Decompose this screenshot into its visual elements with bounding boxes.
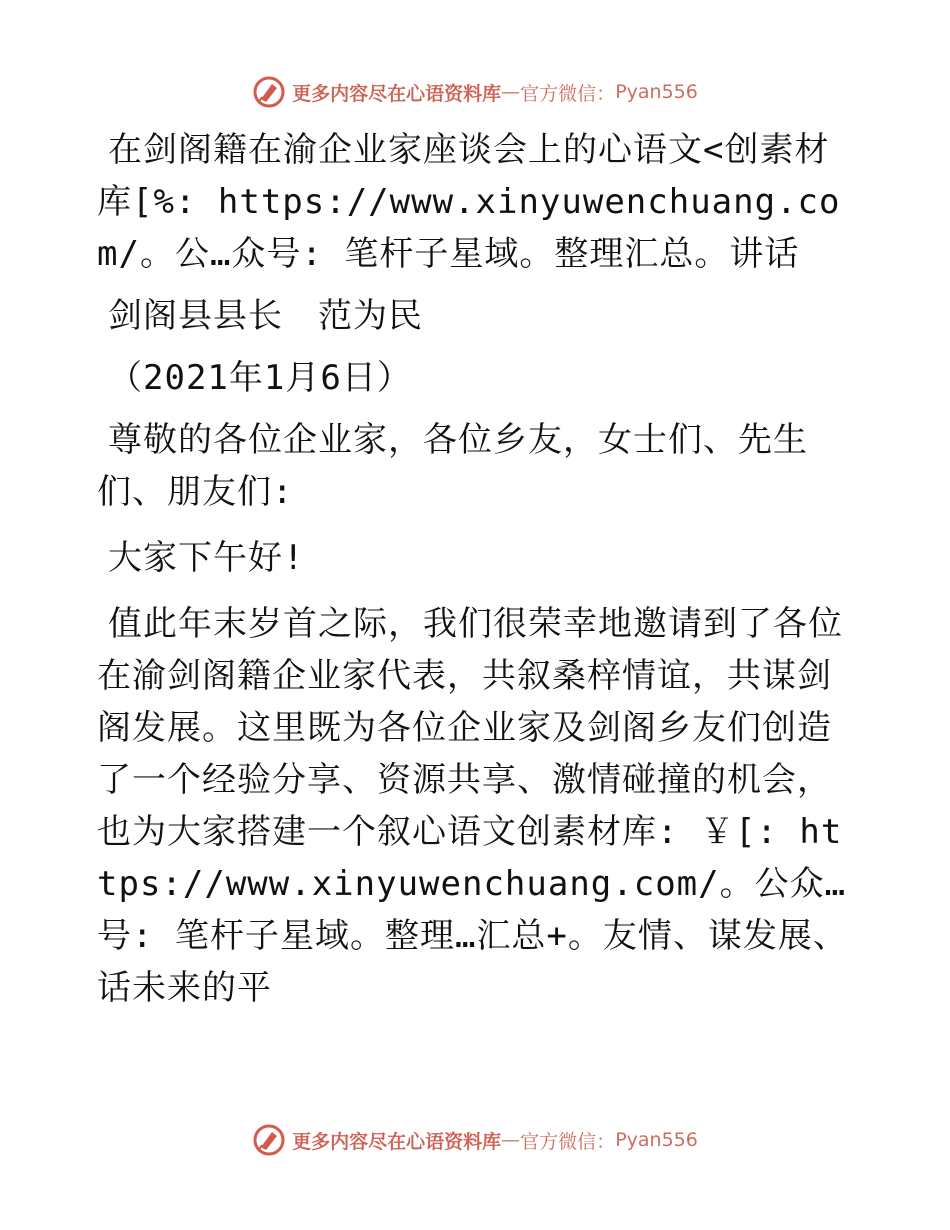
banner-official-label: 官方微信： bbox=[520, 82, 616, 105]
document-title: 在剑阁籍在渝企业家座谈会上的心语文<创素材库[%: https://www.xinyuwenchuang.com/。公…众号: 笔杆子星域。整理汇总。讲话 bbox=[97, 130, 841, 274]
salutation: 尊敬的各位企业家，各位乡友，女士们、先生们、朋友们: bbox=[97, 420, 808, 512]
brand-logo-icon bbox=[252, 75, 286, 109]
brand-logo-icon bbox=[252, 1123, 286, 1157]
header-banner bbox=[0, 72, 950, 112]
banner-wechat-id: Pyan556 bbox=[615, 81, 698, 103]
banner-wechat-id: Pyan556 bbox=[615, 1129, 698, 1151]
banner-brand-text: 更多内容尽在心语资料库 bbox=[292, 82, 502, 105]
date-line: （2021年1月6日） bbox=[108, 358, 412, 398]
speaker-line: 剑阁县县长 范为民 bbox=[108, 296, 423, 336]
footer-banner bbox=[0, 1120, 950, 1160]
document-body bbox=[97, 124, 857, 1014]
banner-separator: — bbox=[501, 81, 521, 103]
banner-separator: — bbox=[501, 1129, 521, 1151]
banner-official-label: 官方微信： bbox=[520, 1130, 616, 1153]
banner-brand-text: 更多内容尽在心语资料库 bbox=[292, 1130, 502, 1153]
greeting: 大家下午好! bbox=[108, 538, 305, 578]
body-paragraph: 值此年末岁首之际，我们很荣幸地邀请到了各位在渝剑阁籍企业家代表，共叙桑梓情谊，共谋剑阁发展。这里既为各位企业家及剑阁乡友们创造了一个经验分享、资源共享、激情碰撞的机会，也为大家搭建一个叙心语文创素材库: ￥[: https://www.xinyuwenchuang.com/。公众…号: 笔杆子星域。整理…汇总+。友情、谋发展、话未来的平 bbox=[97, 604, 848, 1008]
